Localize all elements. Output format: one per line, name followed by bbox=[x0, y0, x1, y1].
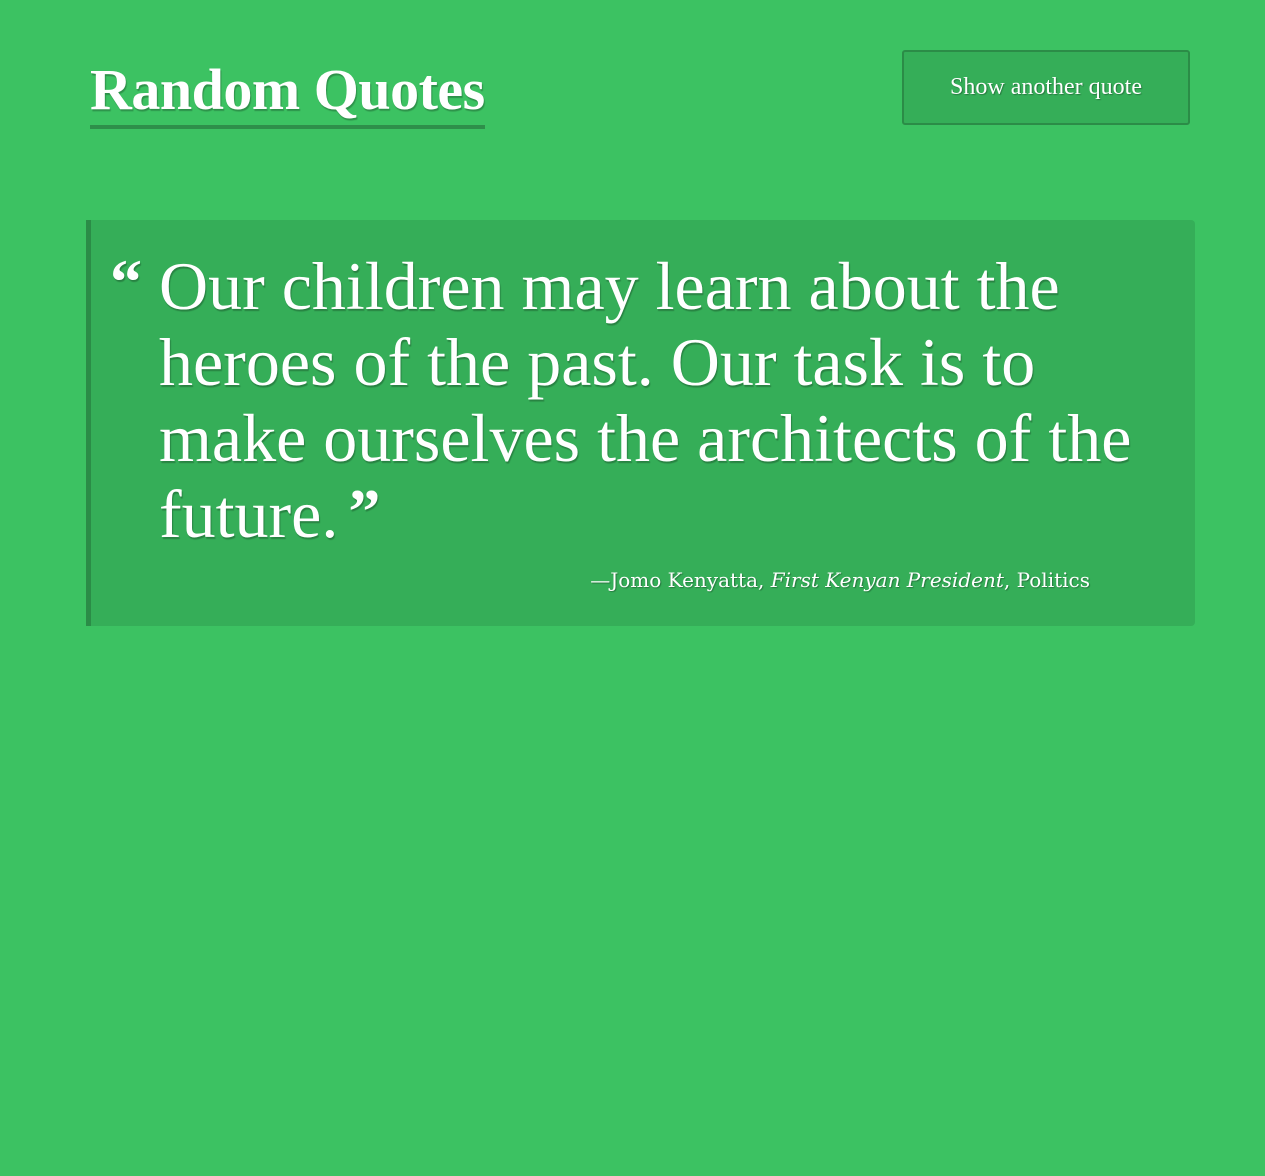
attribution-separator: , bbox=[758, 568, 771, 592]
open-quote-icon: “ bbox=[110, 246, 142, 317]
quote-text-block bbox=[159, 248, 1149, 552]
page-title: Random Quotes bbox=[90, 55, 485, 129]
author-role: First Kenyan President bbox=[770, 568, 1004, 592]
attribution-dash: — bbox=[590, 568, 611, 592]
quote-author: Jomo Kenyatta bbox=[610, 568, 759, 592]
close-quote-icon: ” bbox=[348, 476, 381, 547]
quote-attribution bbox=[590, 566, 1090, 594]
show-another-quote-button[interactable]: Show another quote bbox=[902, 50, 1190, 125]
attribution-separator: , bbox=[1003, 568, 1017, 592]
quote-category: Politics bbox=[1016, 568, 1090, 592]
quote-card bbox=[86, 220, 1195, 626]
quote-text: Our children may learn about the heroes of the past. Our task is to make ourselves the architects of the future. bbox=[159, 248, 1132, 552]
